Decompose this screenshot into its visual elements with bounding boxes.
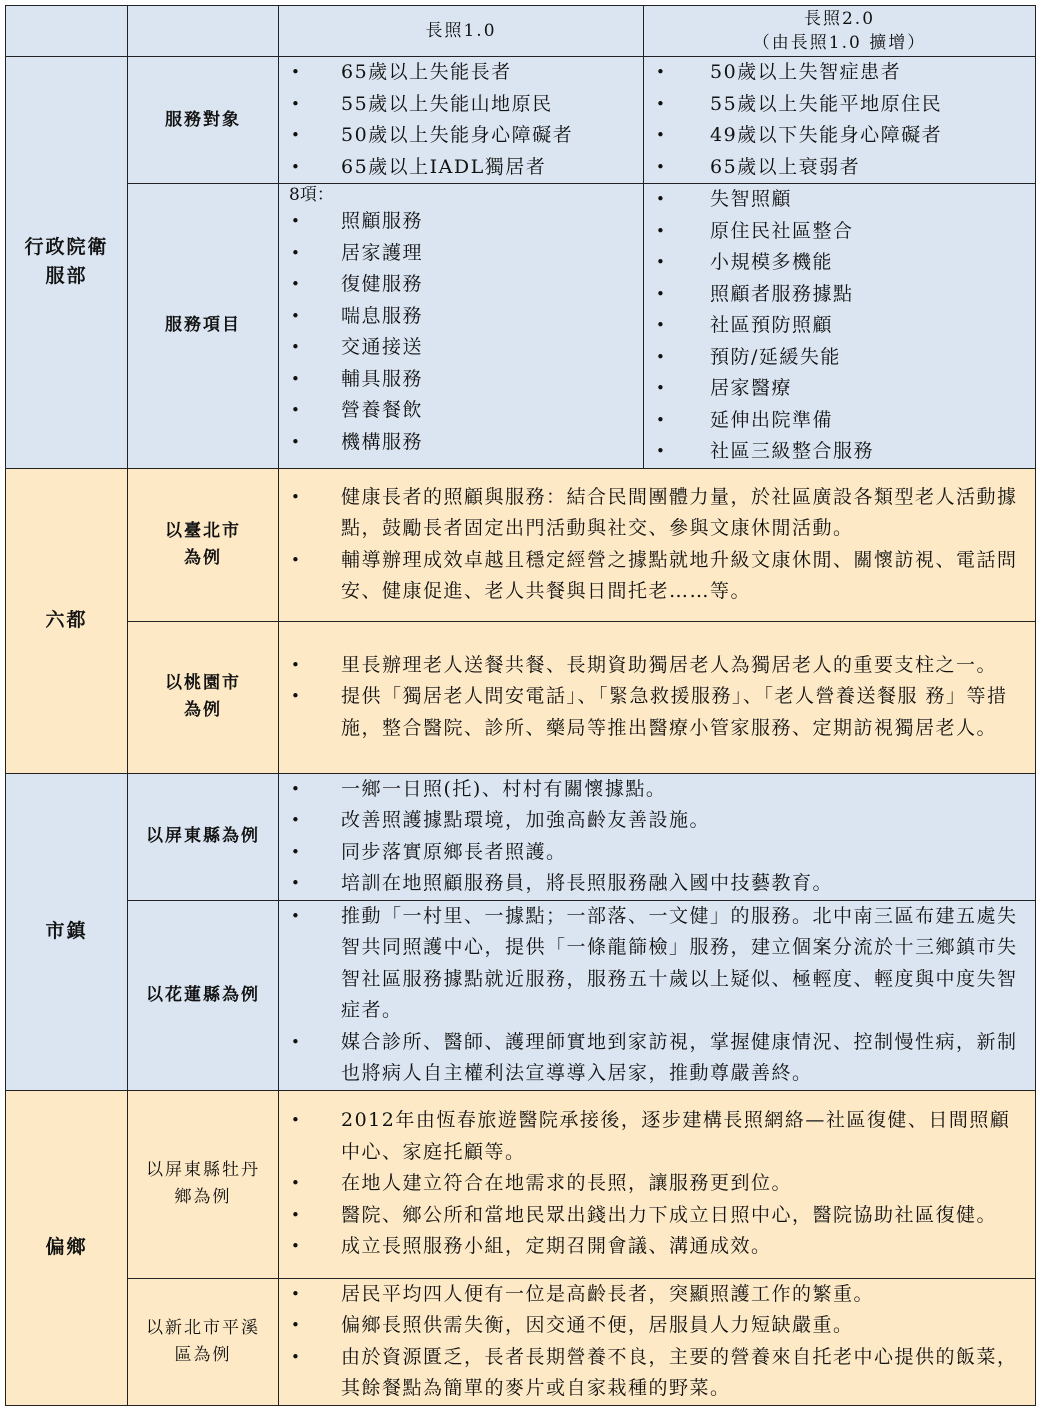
items-ltc1-cell <box>279 184 644 469</box>
items-ltc1-list <box>279 206 643 458</box>
list-item: • 推動「一村里、一據點；一部落、一文健」的服務。北中南三區布建五處失智共同照護中心，提供「一條龍篩檢」服務，建立個案分流於十三鄉鎮市失智社區服務據點就近服務，服務五十歲以上疑似、極輕度、輕度與中度失智症者。 <box>279 901 1035 1027</box>
label-hualien: 以花蓮縣為例 <box>128 900 279 1090</box>
list-item: • 同步落實原鄉長者照護。 <box>279 837 1035 869</box>
header-ltc1: 長照1.0 <box>279 6 644 57</box>
list-item: • 提供「獨居老人問安電話」、「緊急救援服務」、「老人營養送餐服 務」等措施，整合醫院、診所、藥局等推出醫療小管家服務、定期訪視獨居老人。 <box>279 681 1035 744</box>
list-item: • 偏鄉長照供需失衡，因交通不便，居服員人力短缺嚴重。 <box>279 1310 1035 1342</box>
list-item: • 照顧者服務據點 <box>644 279 1035 311</box>
long-term-care-comparison-table <box>5 5 1036 1406</box>
list-item: • 失智照顧 <box>644 184 1035 216</box>
category-remote: 偏鄉 <box>6 1090 128 1405</box>
list-item: • 55歲以上失能山地原民 <box>279 89 643 121</box>
target-ltc1-list <box>279 57 643 183</box>
mudan-list <box>279 1105 1035 1263</box>
list-item: • 65歲以上失能長者 <box>279 57 643 89</box>
items-ltc2-cell <box>644 184 1036 469</box>
label-pingtung: 以屏東縣為例 <box>128 773 279 900</box>
taipei-list <box>279 482 1035 608</box>
pingtung-list <box>279 774 1035 900</box>
list-item: • 居民平均四人便有一位是高齡長者，突顯照護工作的繁重。 <box>279 1279 1035 1311</box>
list-item: • 預防/延緩失能 <box>644 342 1035 374</box>
list-item: • 在地人建立符合在地需求的長照，讓服務更到位。 <box>279 1168 1035 1200</box>
list-item: • 成立長照服務小組，定期召開會議、溝通成效。 <box>279 1231 1035 1263</box>
corner-cell <box>6 6 128 57</box>
hualien-cell <box>279 900 1036 1090</box>
label-service-items: 服務項目 <box>128 184 279 469</box>
list-item: • 50歲以上失智症患者 <box>644 57 1035 89</box>
list-item: • 復健服務 <box>279 269 643 301</box>
list-item: • 機構服務 <box>279 427 643 459</box>
list-item: • 健康長者的照顧與服務：結合民間團體力量，於社區廣設各類型老人活動據點，鼓勵長者固定出門活動與社交、參與文康休閒活動。 <box>279 482 1035 545</box>
label-taipei: 以臺北市為例 <box>128 468 279 621</box>
label-taoyuan: 以桃園市為例 <box>128 621 279 773</box>
category-six-cities: 六都 <box>6 468 128 773</box>
list-item: • 居家醫療 <box>644 373 1035 405</box>
list-item: • 輔具服務 <box>279 364 643 396</box>
list-item: • 媒合診所、醫師、護理師實地到家訪視，掌握健康情況、控制慢性病，新制也將病人自主權利法宣導導入居家，推動尊嚴善終。 <box>279 1027 1035 1090</box>
header-ltc2-subtitle: （由長照1.0 擴增） <box>752 33 927 53</box>
list-item: • 原住民社區整合 <box>644 216 1035 248</box>
list-item: • 照顧服務 <box>279 206 643 238</box>
list-item: • 65歲以上IADL獨居者 <box>279 152 643 184</box>
header-ltc2-title: 長照2.0 <box>803 9 876 29</box>
pingxi-list <box>279 1279 1035 1405</box>
label-service-target: 服務對象 <box>128 57 279 184</box>
pingtung-cell <box>279 773 1036 900</box>
list-item: • 交通接送 <box>279 332 643 364</box>
list-item: • 醫院、鄉公所和當地民眾出錢出力下成立日照中心，醫院協助社區復健。 <box>279 1200 1035 1232</box>
list-item: • 一鄉一日照(托)、村村有關懷據點。 <box>279 774 1035 806</box>
list-item: • 小規模多機能 <box>644 247 1035 279</box>
list-item: • 49歲以下失能身心障礙者 <box>644 120 1035 152</box>
taipei-cell <box>279 468 1036 621</box>
list-item: • 喘息服務 <box>279 301 643 333</box>
list-item: • 延伸出院準備 <box>644 405 1035 437</box>
category-moh: 行政院衛服部 <box>6 57 128 469</box>
list-item: • 社區預防照顧 <box>644 310 1035 342</box>
list-item: • 55歲以上失能平地原住民 <box>644 89 1035 121</box>
pingxi-cell <box>279 1278 1036 1405</box>
list-item: • 50歲以上失能身心障礙者 <box>279 120 643 152</box>
taoyuan-cell <box>279 621 1036 773</box>
corner-cell <box>128 6 279 57</box>
list-item: • 由於資源匱乏，長者長期營養不良，主要的營養來自托老中心提供的飯菜，其餘餐點為簡單的麥片或自家栽種的野菜。 <box>279 1342 1035 1405</box>
taoyuan-list <box>279 650 1035 745</box>
list-item: • 2012年由恆春旅遊醫院承接後，逐步建構長照網絡—社區復健、日間照顧中心、家庭托顧等。 <box>279 1105 1035 1168</box>
list-item: • 居家護理 <box>279 238 643 270</box>
label-mudan: 以屏東縣牡丹鄉為例 <box>128 1090 279 1278</box>
header-ltc2 <box>644 6 1036 57</box>
target-ltc2-cell <box>644 57 1036 184</box>
target-ltc1-cell <box>279 57 644 184</box>
label-pingxi: 以新北市平溪區為例 <box>128 1278 279 1405</box>
list-item: • 社區三級整合服務 <box>644 436 1035 468</box>
list-item: • 改善照護據點環境，加強高齡友善設施。 <box>279 805 1035 837</box>
category-towns: 市鎮 <box>6 773 128 1090</box>
list-item: • 培訓在地照顧服務員，將長照服務融入國中技藝教育。 <box>279 868 1035 900</box>
hualien-list <box>279 901 1035 1090</box>
items-count-note: 8項： <box>289 185 334 205</box>
items-ltc2-list <box>644 184 1035 468</box>
list-item: • 營養餐飲 <box>279 395 643 427</box>
list-item: • 里長辦理老人送餐共餐、長期資助獨居老人為獨居老人的重要支柱之一。 <box>279 650 1035 682</box>
mudan-cell <box>279 1090 1036 1278</box>
target-ltc2-list <box>644 57 1035 183</box>
list-item: • 輔導辦理成效卓越且穩定經營之據點就地升級文康休閒、關懷訪視、電話問安、健康促進、老人共餐與日間托老……等。 <box>279 545 1035 608</box>
list-item: • 65歲以上衰弱者 <box>644 152 1035 184</box>
